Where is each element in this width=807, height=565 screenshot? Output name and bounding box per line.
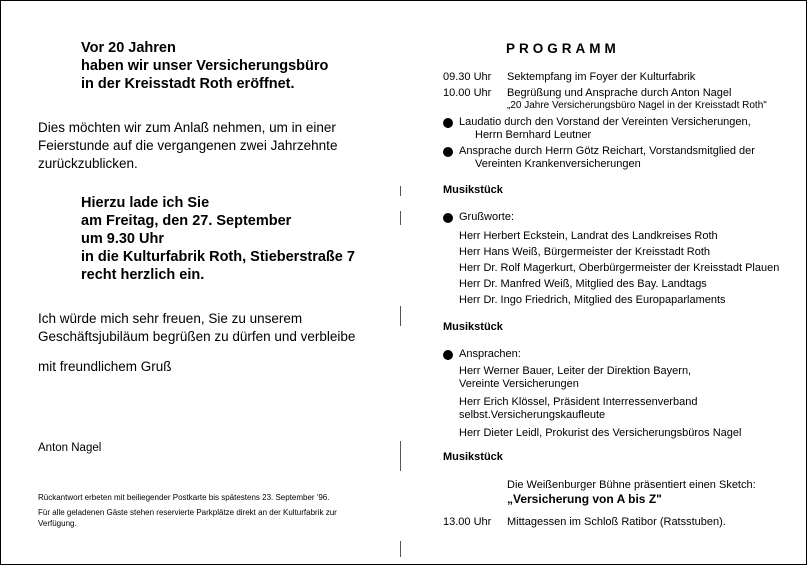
intro-heading: Vor 20 Jahren haben wir unser Versicherungsbüro in der Kreisstadt Roth eröffnet.	[81, 40, 329, 92]
bullet-icon	[443, 118, 453, 128]
ansprachen-list	[459, 365, 741, 440]
bullet-icon	[443, 350, 453, 360]
list-item: selbst.Versicherungskaufleute	[459, 409, 606, 421]
list-item: Herr Dr. Manfred Weiß, Mitglied des Bay. Landtags	[459, 278, 707, 290]
program-item-text: Sektempfang im Foyer der Kulturfabrik	[507, 71, 696, 83]
grussworte-label: Grußworte:	[459, 211, 515, 223]
list-item: Herr Hans Weiß, Bürgermeister der Kreisstadt Roth	[459, 246, 711, 258]
program-time: 09.30 Uhr	[443, 71, 492, 83]
list-item: Herr Dr. Ingo Friedrich, Mitglied des Europaparlaments	[459, 294, 726, 306]
footnote-reply: Rückantwort erbeten mit beiliegender Postkarte bis spätestens 23. September '96.	[38, 493, 330, 502]
list-item: Vereinte Versicherungen	[459, 378, 579, 390]
closing-paragraph: Ich würde mich sehr freuen, Sie zu unserem Geschäftsjubiläum begrüßen zu dürfen und verbleibe	[38, 311, 356, 344]
fold-mark	[400, 441, 401, 471]
list-item: Herr Herbert Eckstein, Landrat des Landkreises Roth	[459, 230, 718, 242]
program-time: 10.00 Uhr	[443, 87, 492, 99]
signature: Anton Nagel	[38, 442, 102, 454]
bullet-icon	[443, 147, 453, 157]
program-item-text: Mittagessen im Schloß Ratibor (Ratsstuben).	[507, 516, 726, 528]
list-item: Herr Erich Klössel, Präsident Interressenverband	[459, 396, 698, 408]
grussworte-list	[459, 228, 779, 308]
list-item: Herr Werner Bauer, Leiter der Direktion Bayern,	[459, 365, 692, 377]
fold-mark	[400, 211, 401, 225]
list-item: Herr Dr. Rolf Magerkurt, Oberbürgermeister der Kreisstadt Plauen	[459, 262, 780, 274]
section-musikstueck: Musikstück	[443, 321, 503, 333]
fold-mark	[400, 541, 401, 557]
sketch-title: „Versicherung von A bis Z"	[507, 492, 662, 506]
greeting: mit freundlichem Gruß	[38, 359, 172, 374]
ansprachen-label: Ansprachen:	[459, 348, 521, 360]
fold-mark	[400, 186, 401, 196]
bullet-icon	[443, 213, 453, 223]
intro-paragraph: Dies möchten wir zum Anlaß nehmen, um in einer Feierstunde auf die vergangenen zwei Jahrzehnte zurückzublicken.	[38, 120, 338, 171]
program-item-text: Begrüßung und Ansprache durch Anton Nagel	[507, 87, 732, 99]
program-bullet-text: Laudatio durch den Vorstand der Vereinten Versicherungen, Herrn Bernhard Leutner	[459, 116, 751, 141]
fold-mark	[400, 306, 401, 326]
section-musikstueck: Musikstück	[443, 451, 503, 463]
footnote-parking: Für alle geladenen Gäste stehen reservierte Parkplätze direkt an der Kulturfabrik zur Verfügung.	[38, 508, 337, 528]
sketch-intro: Die Weißenburger Bühne präsentiert einen Sketch:	[507, 479, 756, 491]
program-title: PROGRAMM	[506, 41, 620, 56]
program-item-subtitle: „20 Jahre Versicherungsbüro Nagel in der Kreisstadt Roth"	[507, 100, 767, 111]
program-time: 13.00 Uhr	[443, 516, 492, 528]
section-musikstueck: Musikstück	[443, 184, 503, 196]
invitation-details: Hierzu lade ich Sie am Freitag, den 27. September um 9.30 Uhr in die Kulturfabrik Roth, Stieberstraße 7 recht herzlich ein.	[81, 195, 355, 283]
program-bullet-text: Ansprache durch Herrn Götz Reichart, Vorstandsmitglied der Vereinten Krankenversicherungen	[459, 145, 755, 170]
list-item: Herr Dieter Leidl, Prokurist des Versicherungsbüros Nagel	[459, 427, 742, 439]
